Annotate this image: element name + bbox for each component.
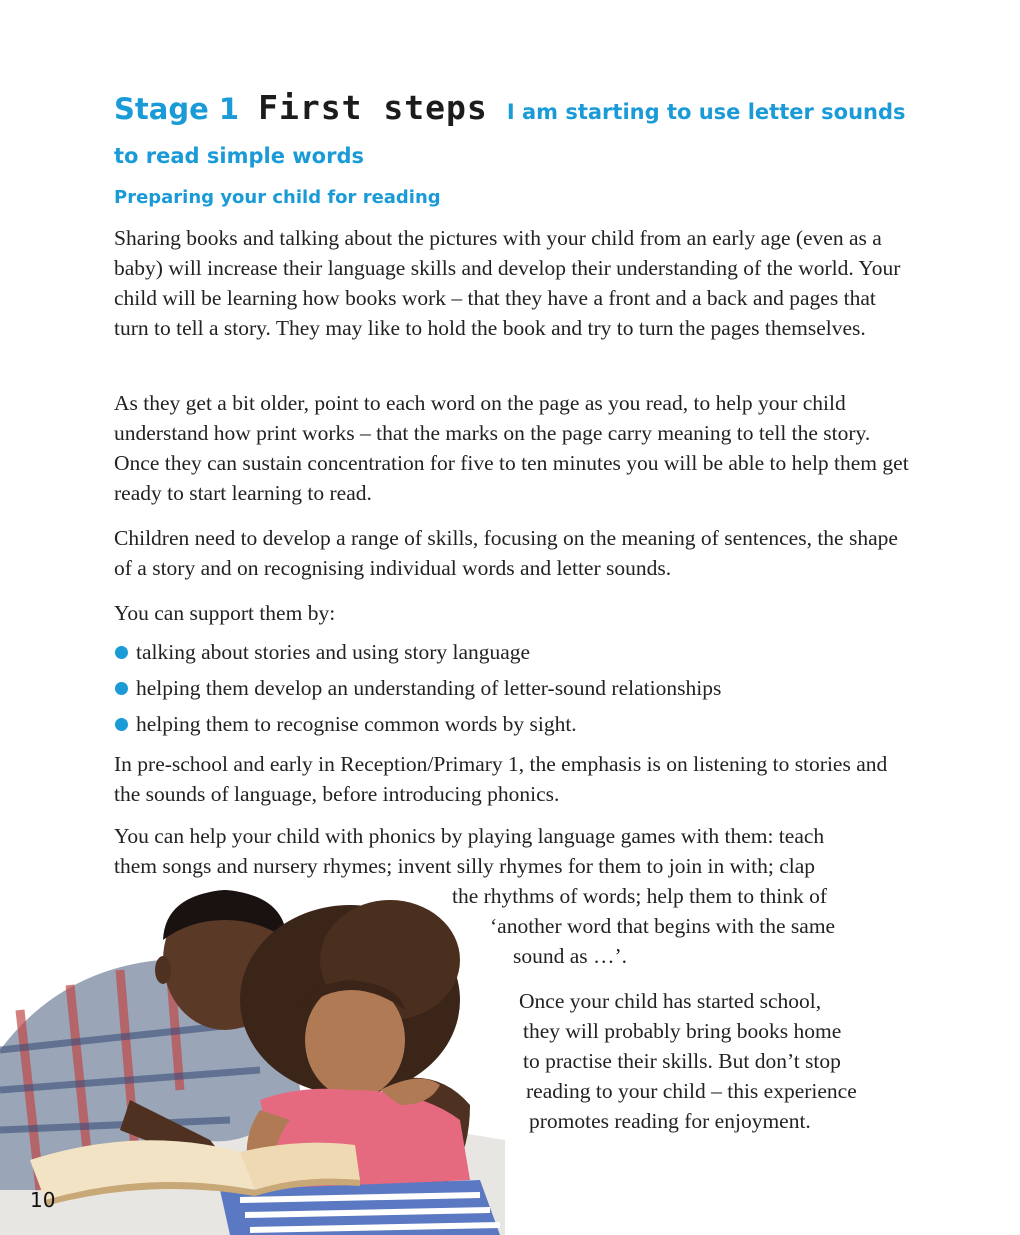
- paragraph-sharing-books: Sharing books and talking about the pictures with your child from an early age (even as a baby) will increase their language skills and develop their understanding of the world. Your child will be learning how books work – that they have a front and a back and pages that turn to tell a story. They may like to hold the book and try to turn the pages themselves.: [114, 226, 901, 340]
- phonics-line: the rhythms of words; help them to think of: [452, 884, 828, 908]
- phonics-line: them songs and nursery rhymes; invent silly rhymes for them to join in with; clap: [114, 854, 816, 878]
- school-line: reading to your child – this experience: [526, 1079, 857, 1103]
- page-title: [114, 88, 934, 176]
- phonics-line: You can help your child with phonics by playing language games with them: teach: [114, 824, 825, 848]
- school-line: to practise their skills. But don’t stop: [523, 1049, 841, 1073]
- bullet-dot-icon: [115, 682, 128, 695]
- phonics-line: sound as …’.: [513, 944, 628, 968]
- paragraph-skills: Children need to develop a range of skills, focusing on the meaning of sentences, the shape of a story and on recognising individual words and letter sounds.: [114, 526, 898, 580]
- school-line: they will probably bring books home: [523, 1019, 842, 1043]
- school-line: Once your child has started school,: [519, 989, 822, 1013]
- list-item: talking about stories and using story language: [114, 634, 721, 670]
- support-list: [114, 634, 721, 742]
- stage-label: Stage 1: [114, 92, 240, 126]
- list-item: helping them to recognise common words by sight.: [114, 706, 721, 742]
- bullet-dot-icon: [115, 646, 128, 659]
- page-number: 10: [30, 1188, 56, 1212]
- list-item: helping them develop an understanding of letter-sound relationships: [114, 670, 721, 706]
- section-heading: Preparing your child for reading: [114, 187, 441, 208]
- parent-child-reading-photo: [0, 890, 505, 1235]
- first-steps-label: First steps: [258, 88, 488, 127]
- phonics-line: ‘another word that begins with the same: [490, 914, 836, 938]
- stage-subtitle: I am starting to use letter sounds to read simple words: [114, 100, 906, 168]
- bullet-dot-icon: [115, 718, 128, 731]
- paragraph-preschool: In pre-school and early in Reception/Primary 1, the emphasis is on listening to stories and the sounds of language, before introducing phonics.: [114, 752, 888, 806]
- paragraph-older: As they get a bit older, point to each word on the page as you read, to help your child understand how print works – that the marks on the page carry meaning to tell the story. Once they can sustain concentration for five to ten minutes you will be able to help them get ready to start learning to read.: [114, 391, 909, 505]
- paragraph-support: You can support them by:: [114, 601, 336, 625]
- school-line: promotes reading for enjoyment.: [529, 1109, 811, 1133]
